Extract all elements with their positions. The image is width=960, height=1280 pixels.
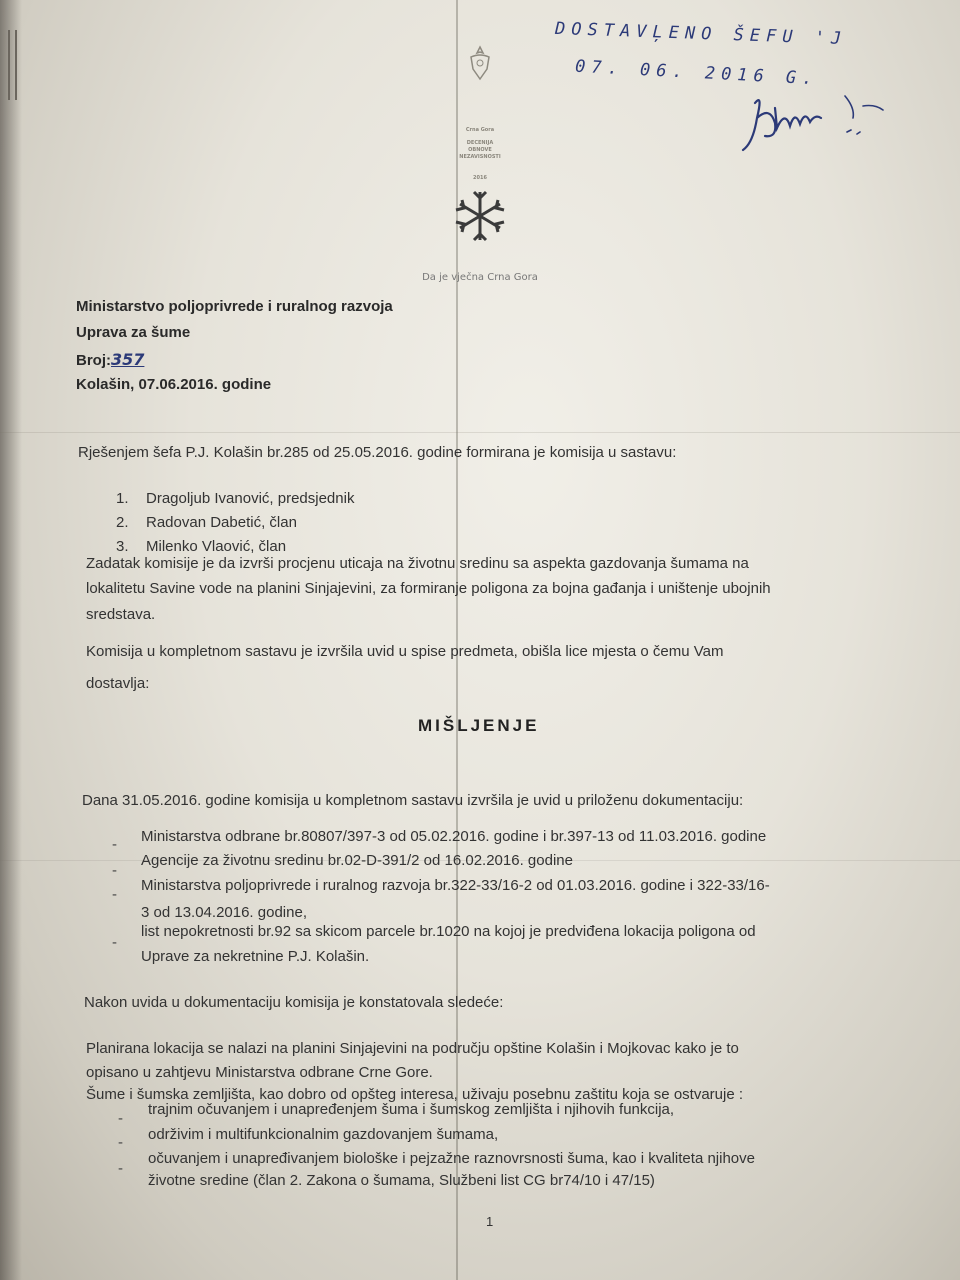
agency-name: Uprava za šume [76,324,191,341]
number-value: 357 [111,350,145,369]
bullet-dash: - [112,862,117,879]
task-line: Zadatak komisije je da izvrši procjenu uticaja na životnu sredinu sa aspekta gazdovanja šumama na [86,555,749,572]
handwritten-note-line1: DOSTAVĻENO ŠEFU 'J [554,18,848,50]
member-name: Dragoljub Ivanović, predsjednik [146,490,355,507]
task-line: sredstava. [86,606,156,623]
badge-line3: NEZAVISNOSTI [459,154,501,160]
handwritten-signature [735,88,885,158]
place-date: Kolašin, 07.06.2016. godine [76,376,272,393]
bullet-dash: - [112,886,117,903]
binder-clip [8,30,17,100]
crest-small-text: Crna Gora [465,127,495,133]
page-shadow [0,0,22,1280]
handwritten-note-line2: 07. 06. 2016 G. [574,56,819,90]
protection-item: trajnim očuvanjem i unapređenjem šuma i šumskog zemljišta i njihovih funkcija, [148,1101,675,1118]
intro-paragraph: Rješenjem šefa P.J. Kolašin br.285 od 25.05.2016. godine formirana je komisija u sastavu: [78,444,677,461]
document-item: Ministarstva odbrane br.80807/397-3 od 05.02.2016. godine i br.397-13 od 11.03.2016. godine [141,828,767,845]
member-number: 3. [116,538,129,555]
document-number [76,350,144,369]
protection-item-continued: životne sredine (član 2. Zakona o šumama, Službeni list CG br74/10 i 47/15) [148,1172,655,1189]
bullet-dash: - [118,1134,123,1151]
member-number: 2. [116,514,129,531]
location-line: opisano u zahtjevu Ministarstva odbrane Crne Gore. [86,1064,433,1081]
coat-of-arms-icon [465,45,495,81]
review-statement: Dana 31.05.2016. godine komisija u kompletnom sastavu izvršila je uvid u priloženu dokumentaciju: [82,792,744,809]
bullet-dash: - [112,934,117,951]
government-crest [422,40,538,285]
inspection-line: Komisija u kompletnom sastavu je izvršila uvid u spise predmeta, obišla lice mjesta o čemu Vam [86,643,724,660]
badge-year: 2016 [473,175,487,181]
snowflake-emblem-icon [450,186,510,246]
findings-intro: Nakon uvida u dokumentaciju komisija je konstatovala sledeće: [84,994,504,1011]
document-item-continued: Uprave za nekretnine P.J. Kolašin. [141,948,370,965]
badge-line2: OBNOVE [468,147,492,153]
badge-line1: DECENIJA [466,140,494,146]
protection-item: održivim i multifunkcionalnim gazdovanjem šumama, [148,1126,499,1143]
document-item: list nepokretnosti br.92 sa skicom parcele br.1020 na kojoj je predviđena lokacija poligona od [141,923,756,940]
task-line: lokalitetu Savine vode na planini Sinjajevini, za formiranje poligona za bojna gađanja i uništenje ubojnih [86,580,771,597]
bullet-dash: - [118,1160,123,1177]
document-item-continued: 3 od 13.04.2016. godine, [141,904,307,921]
inspection-line: dostavlja: [86,675,150,692]
horizontal-fold [0,432,960,433]
member-name: Radovan Dabetić, član [146,514,297,531]
forest-protection-intro: Šume i šumska zemljišta, kao dobro od opšteg interesa, uživaju posebnu zaštitu koja se ostvaruje : [86,1086,744,1103]
bullet-dash: - [112,836,117,853]
page-number: 1 [486,1214,494,1229]
protection-item: očuvanjem i unapređivanjem biološke i pejzažne raznovrsnosti šuma, kao i kvaliteta njihove [148,1150,755,1167]
document-item: Ministarstva poljoprivrede i ruralnog razvoja br.322-33/16-2 od 01.03.2016. godine i 322-33/16- [141,877,770,894]
document-item: Agencije za životnu sredinu br.02-D-391/2 od 16.02.2016. godine [141,852,573,869]
ministry-name: Ministarstvo poljoprivrede i ruralnog razvoja [76,298,393,315]
bullet-dash: - [118,1110,123,1127]
number-label: Broj: [76,352,111,369]
member-name: Milenko Vlaović, član [146,538,287,555]
location-line: Planirana lokacija se nalazi na planini Sinjajevini na području opštine Kolašin i Mojkovac kako je to [86,1040,739,1057]
section-title: MIŠLJENJE [418,716,540,735]
crest-motto: Da je vječna Crna Gora [422,272,538,283]
member-number: 1. [116,490,129,507]
